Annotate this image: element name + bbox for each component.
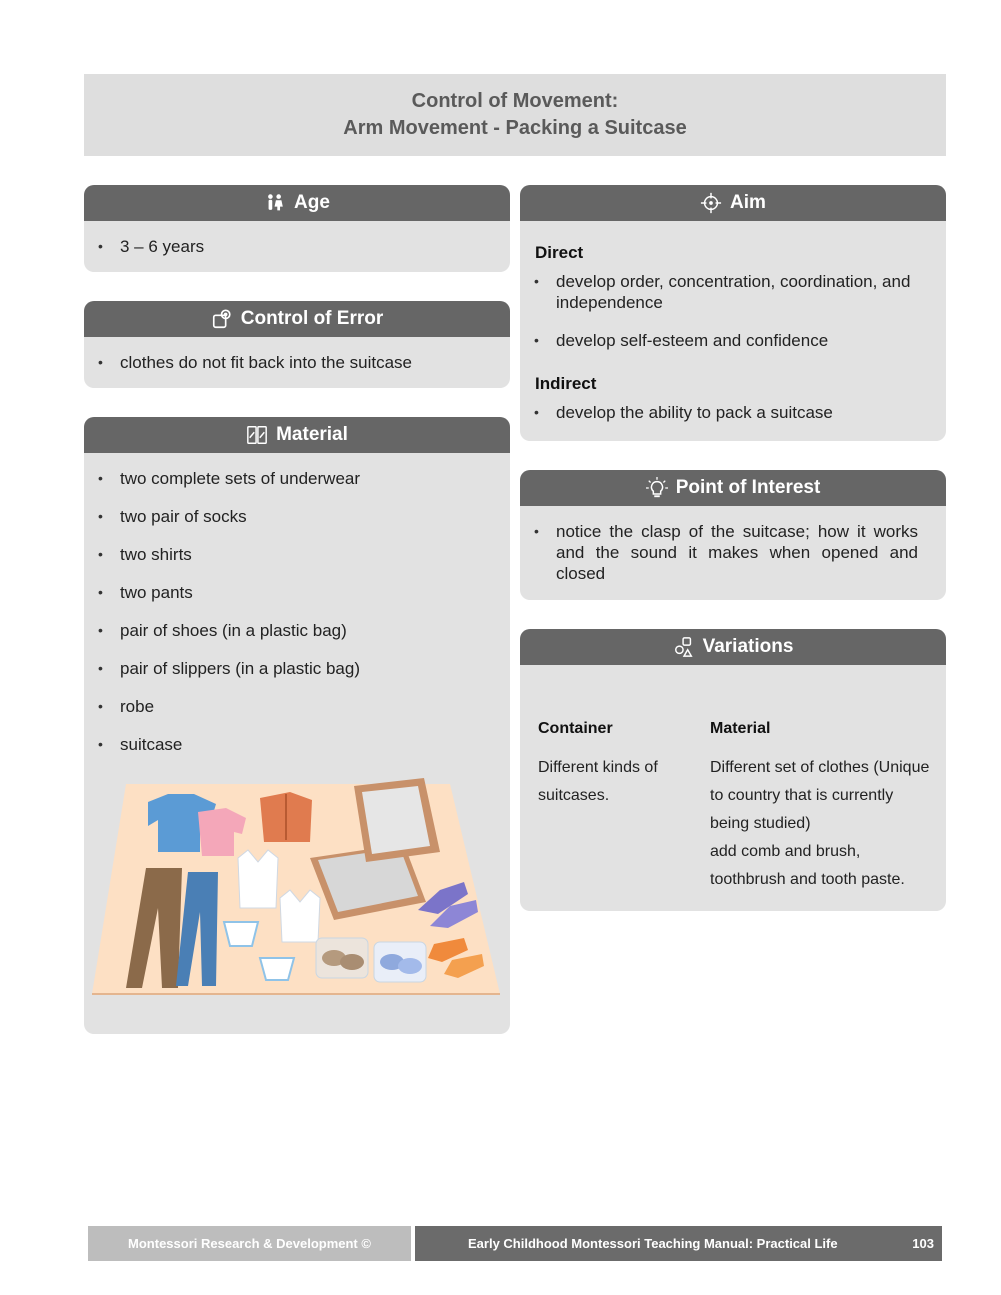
point-of-interest-title: Point of Interest [675,477,821,498]
title-line-1: Control of Movement: [411,90,619,112]
aim-direct-item: • develop order, concentration, coordination, and independence [520,271,946,313]
variations-material-line: being studied) [710,815,811,832]
lightbulb-icon [646,477,668,499]
variations-container-heading: Container [538,720,613,737]
material-item: • two pair of socks [84,506,510,527]
variations-material-line: Different set of clothes (Unique [710,759,930,776]
footer-manual-title: Early Childhood Montessori Teaching Manual: Practical Life [468,1236,838,1251]
title-line-2: Arm Movement - Packing a Suitcase [343,117,687,139]
cards-icon [246,424,268,446]
page-number: 103 [912,1236,934,1251]
material-item: • two complete sets of underwear [84,468,510,489]
age-header [84,185,510,221]
variations-card [520,629,946,911]
magnifier-icon [211,308,233,330]
variations-material-line: add comb and brush, [710,843,861,860]
material-item: • pair of slippers (in a plastic bag) [84,658,510,679]
shapes-icon [673,636,695,658]
footer-copyright [88,1226,411,1261]
control-of-error-title: Control of Error [240,308,384,329]
age-item: • 3 – 6 years [84,236,510,257]
variations-material-heading: Material [710,720,771,737]
variations-material-line: to country that is currently [710,787,894,804]
point-of-interest-item: • notice the clasp of the suitcase; how it works and the sound it makes when opened and closed [520,521,918,584]
material-item: • robe [84,696,510,717]
variations-header [520,629,946,665]
control-of-error-card [84,301,510,388]
aim-direct-item: • develop self-esteem and confidence [520,330,946,351]
point-of-interest-header [520,470,946,506]
people-icon [264,192,286,214]
aim-title: Aim [730,192,766,213]
aim-direct-label: Direct [535,243,584,262]
control-of-error-header [84,301,510,337]
material-item: • two pants [84,582,510,603]
footer-copyright-text: Montessori Research & Development © [128,1236,371,1251]
material-header [84,417,510,453]
aim-indirect-item: • develop the ability to pack a suitcase [520,402,946,423]
material-item: • two shirts [84,544,510,565]
variations-material-line: toothbrush and tooth paste. [710,871,905,888]
age-card [84,185,510,272]
material-card [84,417,510,1034]
suitcase-illustration [90,772,504,997]
aim-header [520,185,946,221]
control-of-error-item: • clothes do not fit back into the suitcase [84,352,510,373]
variations-title: Variations [702,636,794,657]
footer-bar [415,1226,942,1261]
target-icon [700,192,722,214]
aim-indirect-label: Indirect [535,374,597,393]
point-of-interest-card [520,470,946,600]
variations-container-line: Different kinds of [538,759,658,776]
variations-container-line: suitcases. [538,787,610,804]
aim-card [520,185,946,441]
material-item: • pair of shoes (in a plastic bag) [84,620,510,641]
material-item: • suitcase [84,734,510,755]
page-title [84,74,946,156]
age-title: Age [294,192,330,213]
material-title: Material [276,424,348,445]
